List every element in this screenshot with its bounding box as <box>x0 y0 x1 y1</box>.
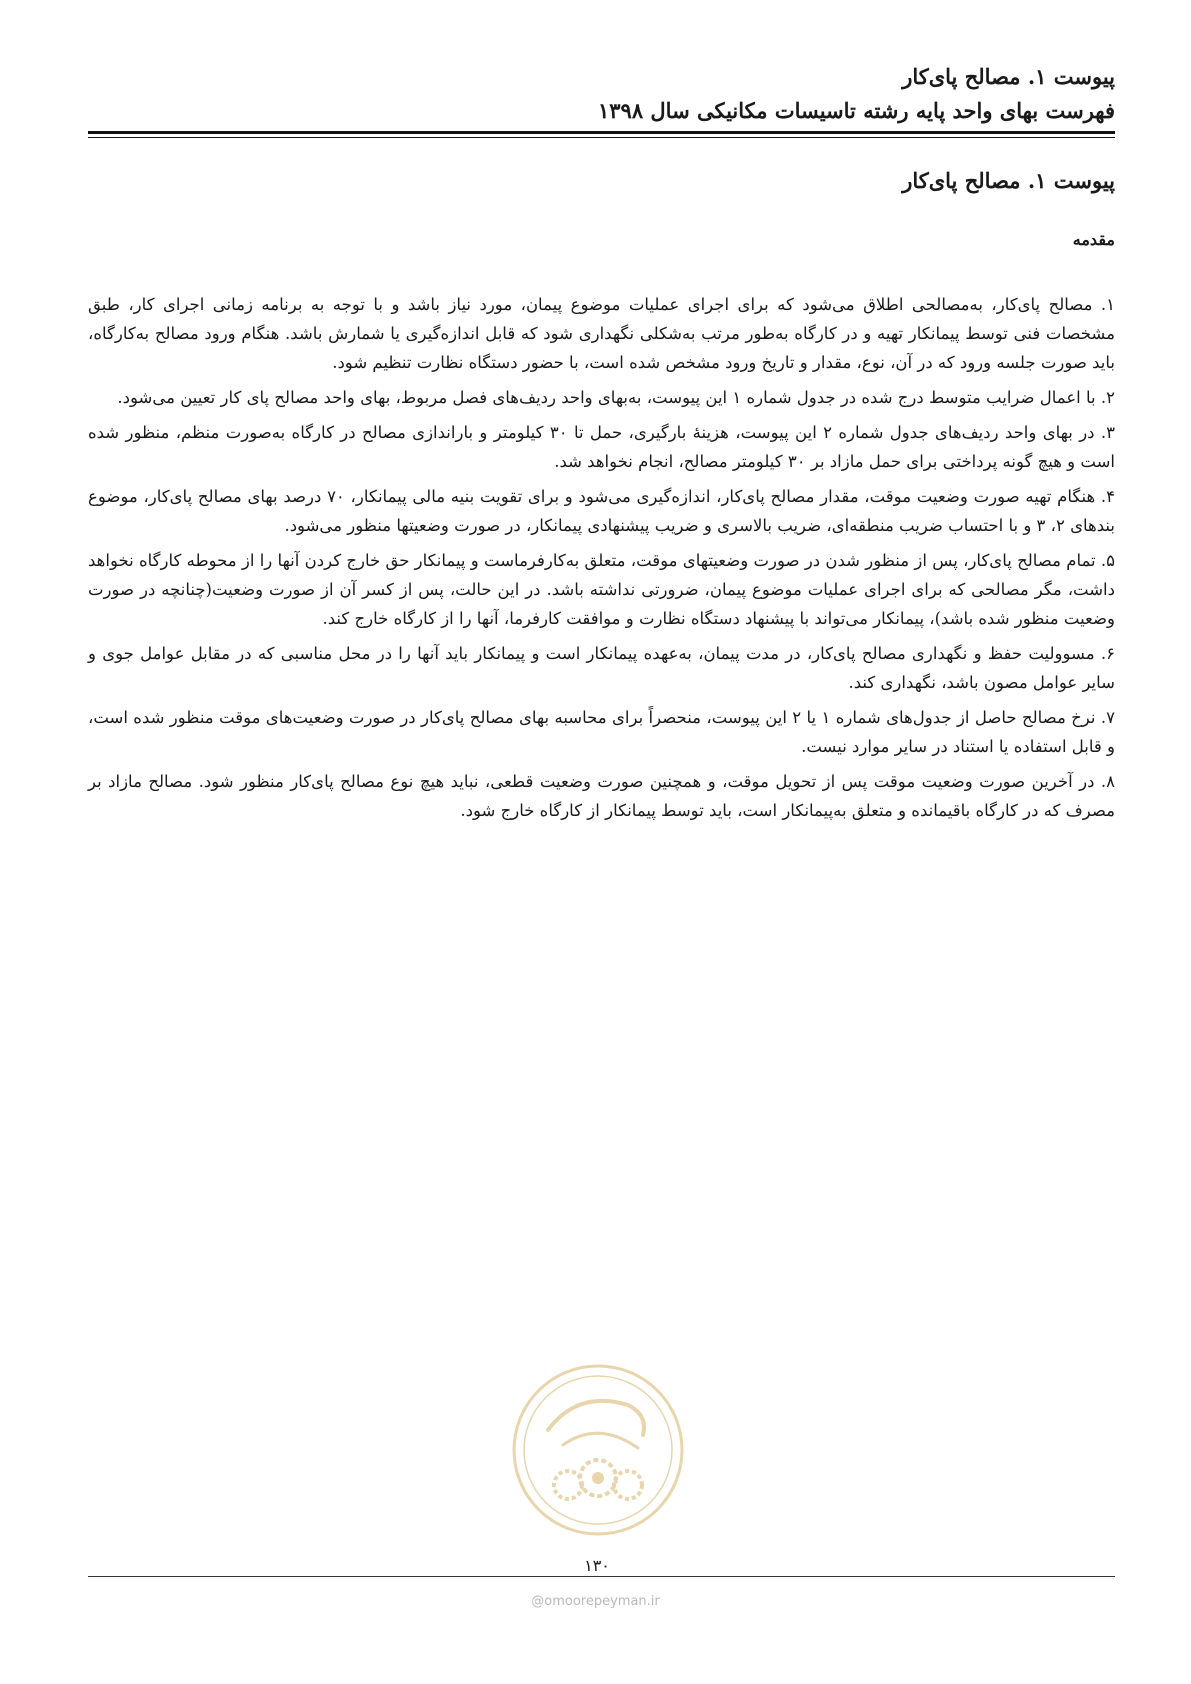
footer-rule <box>88 1576 1115 1577</box>
paragraph-1: ۱. مصالح پای‌کار، به‌مصالحی اطلاق می‌شود که برای اجرای عملیات موضوع پیمان، مورد نیاز باشد و با توجه به برنامه زمانی اجرای کار، طبق مشخصات فنی توسط پیمانکار تهیه و در کارگاه به‌طور مرتب به‌شکلی نگهداری شود که قابل اندازه‌گیری یا شمارش باشد. هنگام ورود مصالح به‌کارگاه، باید صورت جلسه ورود که در آن، نوع، مقدار و تاریخ ورود مشخص شده است، با حضور دستگاه نظارت تنظیم شود. <box>88 295 1115 372</box>
header-chapter-title: پیوست ۱. مصالح پای‌کار <box>902 64 1115 89</box>
section-subtitle: مقدمه <box>1072 230 1115 249</box>
paragraph-8: ۸. در آخرین صورت وضعیت موقت پس از تحویل موقت، و همچنین صورت وضعیت قطعی، نباید هیچ نوع مصالح پای‌کار منظور شود. مصالح مازاد بر مصرف که در کارگاه باقیمانده و متعلق به‌پیمانکار است، باید توسط پیمانکار از کارگاه خارج شود. <box>88 772 1115 820</box>
body-content <box>88 290 1115 831</box>
header-rule-thick <box>88 131 1115 134</box>
paragraph-7: ۷. نرخ مصالح حاصل از جدول‌های شماره ۱ یا ۲ این پیوست، منحصراً برای محاسبه بهای مصالح پای‌کار در صورت وضعیت‌های موقت منظور شده است، و قابل استفاده یا استناد در سایر موارد نیست. <box>88 708 1115 756</box>
section-title: پیوست ۱. مصالح پای‌کار <box>902 168 1115 193</box>
paragraph-5: ۵. تمام مصالح پای‌کار، پس از منظور شدن در صورت وضعیتهای موقت، متعلق به‌کارفرماست و پیمانکار حق خارج کردن آنها را از محوطه کارگاه نخواهد داشت، مگر مصالحی که برای اجرای عملیات موضوع پیمان، ضرورتی نداشته باشد. در این حالت، پس از کسر آن از صورت وضعیت(چنانچه در صورت وضعیت منظور شده باشد)، پیمانکار می‌تواند با پیشنهاد دستگاه نظارت و موافقت کارفرما، آنها را از کارگاه خارج کند. <box>88 551 1115 628</box>
paragraph-6: ۶. مسوولیت حفظ و نگهداری مصالح پای‌کار، در مدت پیمان، به‌عهده پیمانکار است و پیمانکار باید آنها را در محل مناسبی که در مقابل عوامل جوی و سایر عوامل مصون باشد، نگهداری کند. <box>88 644 1115 692</box>
paragraph-4: ۴. هنگام تهیه صورت وضعیت موقت، مقدار مصالح پای‌کار، اندازه‌گیری می‌شود و برای تقویت بنیه مالی پیمانکار، ۷۰ درصد بهای مصالح پای‌کار، موضوع بندهای ۲، ۳ و با احتساب ضریب منطقه‌ای، ضریب بالاسری و ضریب پیشنهادی پیمانکار، در صورت وضعیتها منظور می‌شود. <box>88 487 1115 535</box>
running-header <box>76 60 1115 128</box>
page-number: ۱۳۰ <box>577 1556 617 1575</box>
footer-watermark-url: @omoorepeyman.ir <box>531 1594 660 1609</box>
paragraph-2: ۲. با اعمال ضرایب متوسط درج شده در جدول شماره ۱ این پیوست، به‌بهای واحد ردیف‌های فصل مربوط، بهای واحد مصالح پای کار تعیین می‌شود. <box>117 388 1115 407</box>
header-rule-thin <box>88 137 1115 138</box>
watermark-logo <box>508 1360 688 1540</box>
paragraph-3: ۳. در بهای واحد ردیف‌های جدول شماره ۲ این پیوست، هزینهٔ بارگیری، حمل تا ۳۰ کیلومتر و باراندازی مصالح در کارگاه به‌صورت منظم، منظور شده است و هیچ گونه پرداختی برای حمل مازاد بر ۳۰ کیلومتر مصالح، انجام نخواهد شد. <box>88 423 1115 471</box>
header-book-title: فهرست بهای واحد پایه رشته تاسیسات مکانیکی سال ۱۳۹۸ <box>597 98 1115 123</box>
